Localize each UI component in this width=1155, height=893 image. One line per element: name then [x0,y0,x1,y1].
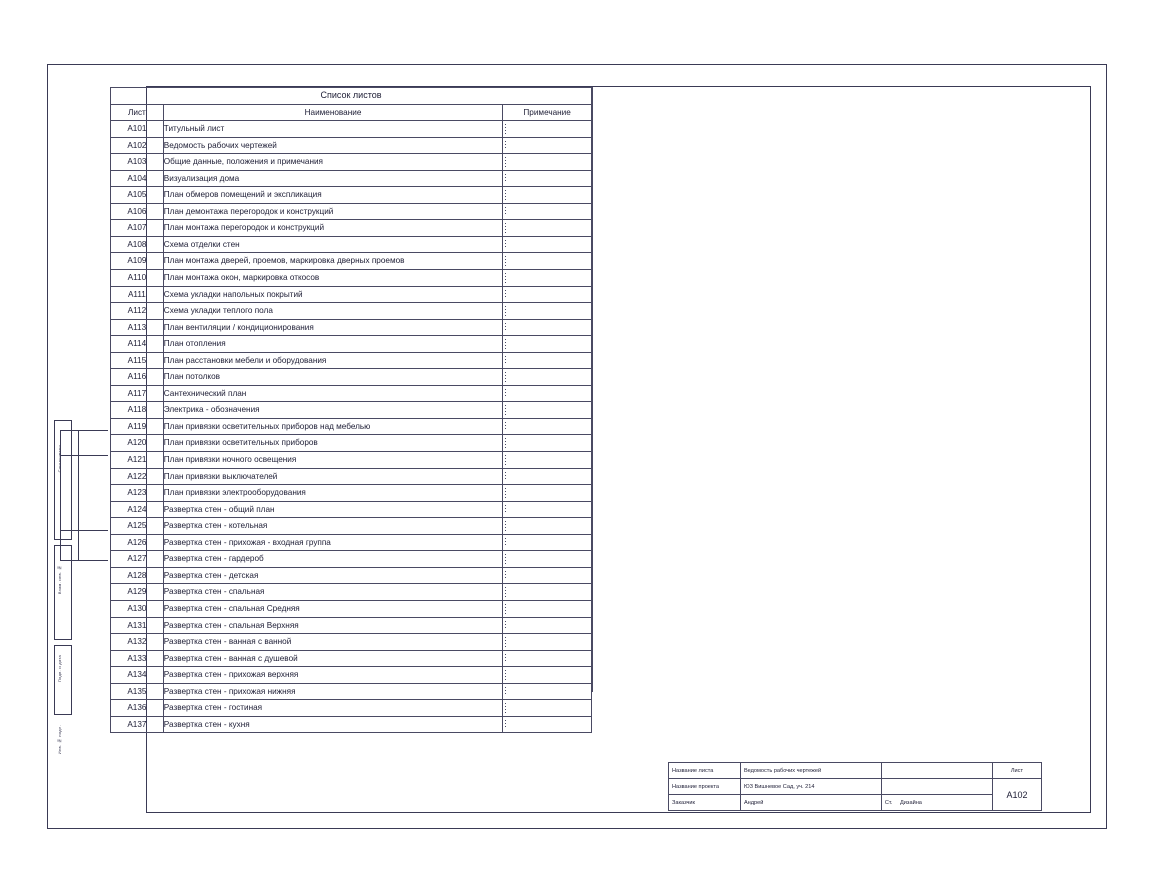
table-row [111,303,592,320]
margin-label-podp: Подп. и дата [57,655,62,683]
cell-sheet-number: A113 [111,319,164,336]
tick-mark [60,430,61,560]
table-row [111,667,592,684]
cell-sheet-name: План привязки осветительных приборов [163,435,502,452]
stamp-value-sheet-name: Ведомость рабочих чертежей [740,763,881,779]
column-header-sheet: Лист [111,104,164,121]
cell-sheet-name: Развертка стен - прихожая верхняя [163,667,502,684]
cell-sheet-number: A114 [111,336,164,353]
table-row [111,187,592,204]
cell-note [503,336,592,353]
table-row [111,170,592,187]
cell-sheet-number: A107 [111,220,164,237]
cell-note [503,567,592,584]
cell-sheet-name: План привязки осветительных приборов над мебелью [163,418,502,435]
cell-note [503,501,592,518]
cell-note [503,385,592,402]
cell-sheet-name: Развертка стен - спальная Верхняя [163,617,502,634]
cell-sheet-name: План монтажа окон, маркировка откосов [163,270,502,287]
cell-sheet-name: Развертка стен - ванная с душевой [163,650,502,667]
table-row [111,584,592,601]
cell-note [503,303,592,320]
margin-stamp-column [4,350,62,755]
column-header-note: Примечание [503,104,592,121]
cell-sheet-name: Развертка стен - спальная Средняя [163,600,502,617]
cell-sheet-number: A102 [111,137,164,154]
cell-sheet-number: A122 [111,468,164,485]
cell-sheet-name: Титульный лист [163,121,502,138]
table-row [111,137,592,154]
cell-sheet-number: A132 [111,634,164,651]
table-row [111,402,592,419]
table-row [111,634,592,651]
cell-sheet-number: A128 [111,567,164,584]
table-row [111,468,592,485]
column-header-name: Наименование [163,104,502,121]
table-row [111,683,592,700]
cell-sheet-number: A116 [111,369,164,386]
cell-note [503,468,592,485]
cell-sheet-name: Развертка стен - общий план [163,501,502,518]
cell-note [503,270,592,287]
table-row [111,485,592,502]
table-row [111,518,592,535]
cell-sheet-number: A130 [111,600,164,617]
table-row [111,435,592,452]
cell-note [503,220,592,237]
table-row [111,352,592,369]
stamp-label-customer: Заказчик [669,795,741,811]
cell-note [503,352,592,369]
cell-note [503,667,592,684]
cell-note [503,319,592,336]
cell-sheet-number: A127 [111,551,164,568]
cell-note [503,236,592,253]
table-title-row [111,88,592,105]
cell-sheet-number: A119 [111,418,164,435]
cell-note [503,170,592,187]
cell-sheet-name: Развертка стен - котельная [163,518,502,535]
cell-sheet-number: A120 [111,435,164,452]
cell-sheet-name: Развертка стен - кухня [163,716,502,733]
table-row [111,154,592,171]
tick-mark [60,560,108,561]
table-row [111,716,592,733]
cell-note [503,534,592,551]
cell-note [503,683,592,700]
cell-sheet-number: A126 [111,534,164,551]
cell-sheet-name: Общие данные, положения и примечания [163,154,502,171]
cell-note [503,121,592,138]
table-row [111,286,592,303]
cell-note [503,203,592,220]
frame-line-right [1090,86,1091,813]
cell-sheet-name: План монтажа перегородок и конструкций [163,220,502,237]
cell-sheet-number: A133 [111,650,164,667]
cell-sheet-name: Сантехнический план [163,385,502,402]
cell-sheet-number: A131 [111,617,164,634]
margin-label-vzam: Взам. инв. № [57,565,62,595]
cell-note [503,600,592,617]
cell-sheet-number: A108 [111,236,164,253]
cell-sheet-number: A124 [111,501,164,518]
stamp-stage [881,795,992,811]
cell-note [503,369,592,386]
cell-sheet-name: Развертка стен - гардероб [163,551,502,568]
cell-sheet-name: План привязки ночного освещения [163,452,502,469]
table-row [111,253,592,270]
title-block-row [669,795,1042,811]
stamp-stage-label: Ст. [884,799,893,806]
cell-sheet-number: A109 [111,253,164,270]
cell-sheet-name: План отопления [163,336,502,353]
table-row [111,369,592,386]
cell-note [503,435,592,452]
tick-mark [60,530,108,531]
table-row [111,567,592,584]
cell-note [503,452,592,469]
cell-sheet-number: A123 [111,485,164,502]
cell-note [503,253,592,270]
cell-note [503,551,592,568]
cell-note [503,137,592,154]
cell-sheet-name: Электрика - обозначения [163,402,502,419]
cell-sheet-name: План расстановки мебели и оборудования [163,352,502,369]
cell-sheet-name: План привязки электрооборудования [163,485,502,502]
cell-sheet-name: План монтажа дверей, проемов, маркировка дверных проемов [163,253,502,270]
cell-note [503,617,592,634]
title-block-row [669,779,1042,795]
table-row [111,700,592,717]
table-row [111,600,592,617]
cell-sheet-number: A112 [111,303,164,320]
table-row [111,385,592,402]
cell-sheet-number: A118 [111,402,164,419]
cell-note [503,402,592,419]
stamp-spacer-2 [881,779,992,795]
cell-note [503,286,592,303]
table-right-guide [592,87,593,692]
table-row [111,418,592,435]
stamp-spacer-1 [881,763,992,779]
cell-sheet-name: Визуализация дома [163,170,502,187]
table-row [111,220,592,237]
title-block [668,762,1042,811]
table-row [111,203,592,220]
cell-sheet-number: A134 [111,667,164,684]
cell-sheet-name: Развертка стен - прихожая нижняя [163,683,502,700]
table-row [111,452,592,469]
table-row [111,650,592,667]
cell-note [503,154,592,171]
frame-line-bottom [146,812,1091,813]
stamp-stage-value: Дизайна [900,799,922,806]
cell-note [503,485,592,502]
cell-note [503,716,592,733]
cell-sheet-name: Развертка стен - спальная [163,584,502,601]
cell-sheet-name: Ведомость рабочих чертежей [163,137,502,154]
cell-sheet-number: A125 [111,518,164,535]
table-row [111,501,592,518]
cell-sheet-number: A110 [111,270,164,287]
cell-sheet-number: A104 [111,170,164,187]
cell-sheet-name: План потолков [163,369,502,386]
cell-sheet-number: A137 [111,716,164,733]
page-title: Список листов [111,88,592,105]
tick-mark [60,430,108,431]
cell-note [503,700,592,717]
cell-note [503,634,592,651]
title-block-row [669,763,1042,779]
cell-sheet-number: A105 [111,187,164,204]
cell-sheet-name: Схема отделки стен [163,236,502,253]
cell-note [503,187,592,204]
cell-sheet-name: План обмеров помещений и экспликация [163,187,502,204]
stamp-value-sheet-number: A102 [992,779,1041,811]
table-row [111,121,592,138]
stamp-label-sheet-name: Название листа [669,763,741,779]
table-header-row [111,104,592,121]
stamp-value-customer: Андрей [740,795,881,811]
cell-note [503,418,592,435]
cell-sheet-name: Развертка стен - детская [163,567,502,584]
table-row [111,551,592,568]
cell-sheet-number: A121 [111,452,164,469]
margin-box-1 [54,420,72,540]
cell-sheet-number: A103 [111,154,164,171]
cell-sheet-name: Развертка стен - гостиная [163,700,502,717]
cell-sheet-number: A101 [111,121,164,138]
tick-mark [78,430,79,560]
cell-sheet-number: A135 [111,683,164,700]
cell-sheet-number: A117 [111,385,164,402]
cell-sheet-name: План вентиляции / кондиционирования [163,319,502,336]
cell-sheet-number: A106 [111,203,164,220]
table-row [111,617,592,634]
cell-sheet-name: План демонтажа перегородок и конструкций [163,203,502,220]
stamp-label-project-name: Название проекта [669,779,741,795]
cell-note [503,584,592,601]
table-row [111,236,592,253]
cell-sheet-number: A111 [111,286,164,303]
tick-mark [60,455,108,456]
cell-sheet-name: Схема укладки теплого пола [163,303,502,320]
stamp-value-project-name: ЮЗ Вишневое Сад, уч. 214 [740,779,881,795]
table-row [111,319,592,336]
cell-sheet-name: Схема укладки напольных покрытий [163,286,502,303]
sheet-list-table [110,87,592,733]
margin-label-inv: Инв. № подл. [57,725,62,755]
cell-sheet-number: A129 [111,584,164,601]
cell-sheet-number: A136 [111,700,164,717]
table-row [111,270,592,287]
cell-sheet-name: Развертка стен - прихожая - входная группа [163,534,502,551]
cell-sheet-name: Развертка стен - ванная с ванной [163,634,502,651]
stamp-label-sheet: Лист [992,763,1041,779]
table-row [111,336,592,353]
cell-sheet-name: План привязки выключателей [163,468,502,485]
cell-note [503,650,592,667]
table-row [111,534,592,551]
cell-sheet-number: A115 [111,352,164,369]
cell-note [503,518,592,535]
